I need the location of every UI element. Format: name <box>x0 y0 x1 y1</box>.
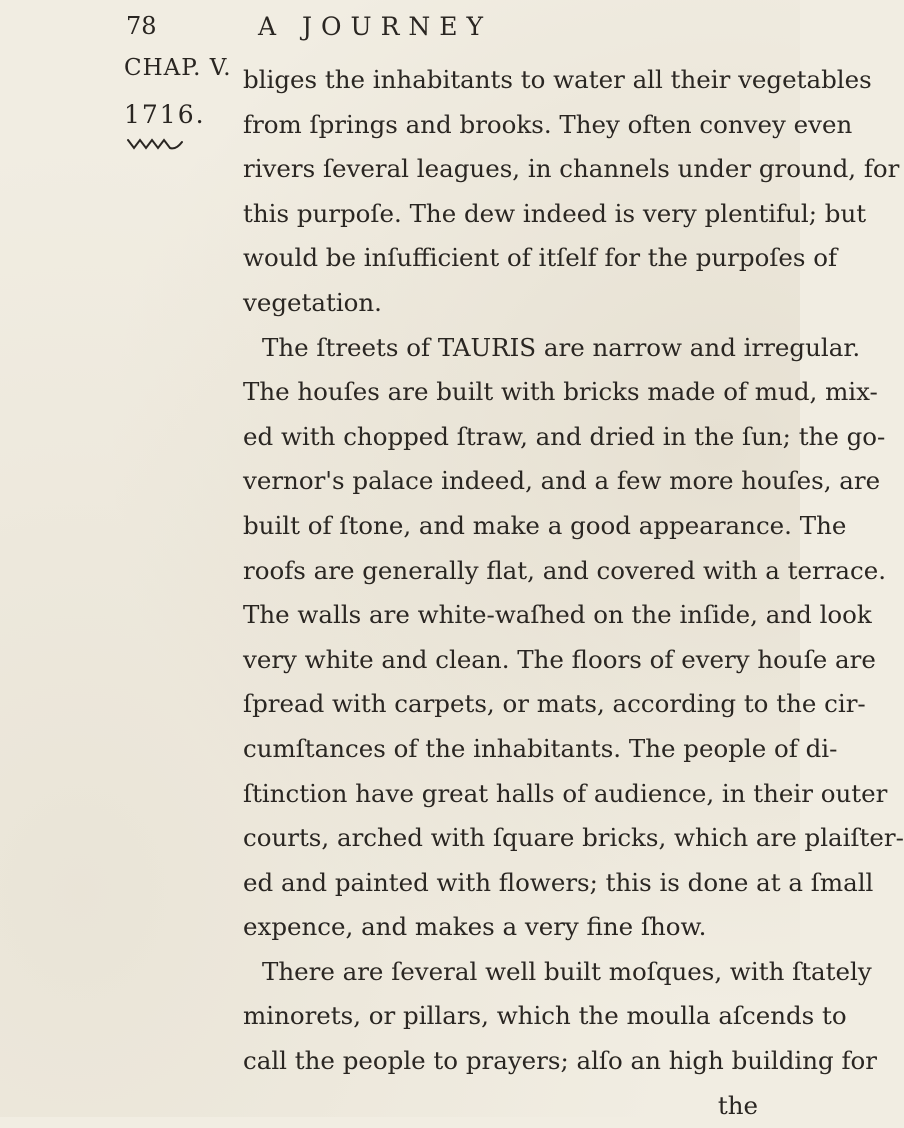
text-line: courts, arched with ſquare bricks, which are plaiſter- <box>243 823 904 853</box>
decorative-flourish-icon <box>126 136 186 152</box>
text-line: this purpoſe. The dew indeed is very plentiful; but <box>243 198 867 228</box>
text-line: call the people to prayers; alſo an high building for <box>243 1046 878 1076</box>
text-line: ed and painted with flowers; this is done at a ſmall <box>243 867 874 897</box>
text-line: ſtinction have great halls of audience, in their outer <box>243 778 888 808</box>
year-marginal-note: 1716. <box>124 100 206 129</box>
text-line: vegetation. <box>243 287 382 317</box>
text-line: rivers ſeveral leagues, in channels under ground, for <box>243 154 900 184</box>
text-line: ed with chopped ſtraw, and dried in the ſun; the go- <box>243 421 886 451</box>
text-line: minorets, or pillars, which the moulla aſcends to <box>243 1001 847 1031</box>
running-head: A JOURNEY <box>258 12 493 41</box>
chapter-marginal-note: CHAP. V. <box>124 55 232 81</box>
text-line: built of ſtone, and make a good appearance. The <box>243 510 847 540</box>
text-line: bliges the inhabitants to water all their vegetables <box>243 65 872 94</box>
text-line: expence, and makes a very fine ſhow. <box>243 912 707 942</box>
text-line: vernor's palace indeed, and a few more houſes, are <box>243 466 881 496</box>
text-line: would be inſufficient of itſelf for the purpoſes of <box>243 243 838 273</box>
text-line: from ſprings and brooks. They often convey even <box>243 109 853 139</box>
text-line: cumſtances of the inhabitants. The people of di- <box>243 733 838 763</box>
body-text <box>243 58 904 1128</box>
page-number: 78 <box>126 12 157 40</box>
text-line: ſpread with carpets, or mats, according to the cir- <box>243 689 866 719</box>
text-line: The walls are white-waſhed on the inſide, and look <box>243 600 872 630</box>
paragraph-start-line: There are ſeveral well built moſques, with ſtately <box>262 956 872 986</box>
page-header <box>0 8 800 48</box>
paragraph-start-line: The ſtreets of TAURIS are narrow and irregular. <box>262 332 861 362</box>
catchword: the <box>717 1090 758 1120</box>
text-line: roofs are generally flat, and covered with a terrace. <box>243 555 887 585</box>
text-line: The houſes are built with bricks made of mud, mix- <box>243 377 878 407</box>
text-line: very white and clean. The floors of every houſe are <box>243 644 876 674</box>
